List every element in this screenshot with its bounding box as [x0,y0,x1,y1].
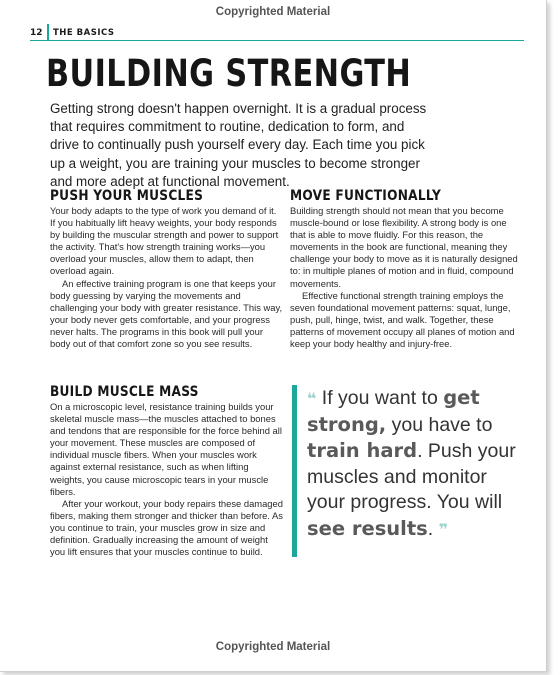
quote-text: muscles and monitor [307,465,487,488]
section-label: THE BASICS [53,28,115,38]
copyright-notice-bottom: Copyrighted Material [215,641,331,653]
header-rule [30,40,524,41]
page-number: 12 [30,28,43,38]
quote-line [307,438,519,465]
close-quote-icon: ❞ [438,519,449,539]
section-heading: PUSH YOUR MUSCLES [50,188,204,204]
quote-emphasis: strong, [307,412,387,436]
quote-text: . Push your [417,440,516,462]
quote-text: If you want to [316,387,444,409]
open-quote-icon: ❝ [307,389,317,408]
intro-paragraph: Getting strong doesn't happen overnight. It is a gradual process that requires commitment to routine, dedication to form, and drive to continually push yourself every day. Each time you pick up a weight, you are training your muscles to become stronger and more adept at functional movement. [50,101,427,189]
quote-emphasis: see results [307,516,428,540]
quote-line [307,385,519,412]
section-heading: BUILD MUSCLE MASS [50,384,199,400]
copyright-notice-top: Copyrighted Material [215,6,331,18]
body-paragraph: On a microscopic level, resistance training builds your skeletal muscle mass—the muscles attached to bones and tendons that are responsible for the force behind all your movement. These muscles are composed of individual muscle fibers. When your muscles work against external resistance, such as when lifting weights, you cause microscopic tears in your muscle fibers. [50,401,282,497]
body-paragraph: After your workout, your body repairs these damaged fibers, making them stronger and thicker than before. As you continue to train, your muscles grow in size and definition. Gradually increasing the amount of weight you lift ensures that your muscles continue to build. [50,497,283,558]
section-move-functionally [290,188,523,350]
body-paragraph: Your body adapts to the type of work you demand of it. If you habitually lift heavy weights, your body responds by building the muscular strength and power to support the activity. That's how strength training works—you overload your muscles, allow them to adapt, then overload again. [50,205,279,277]
quote-line [307,412,519,439]
body-paragraph: Effective functional strength training employs the seven foundational movement patterns: squat, lunge, push, pull, hinge, twist, and walk. Together, these patterns of movement occupy all planes of motion and keep your body healthy and injury-free. [290,289,515,350]
quote-line [307,465,519,491]
page-title: BUILDING STRENGTH [46,52,412,95]
quote-text: you have to [386,413,493,436]
quote-line [307,490,519,516]
pull-quote [292,385,519,557]
quote-line [307,516,519,543]
quote-text: . [427,517,439,540]
quote-text: your progress. You will [307,491,503,513]
section-push-your-muscles [50,188,283,350]
section-build-muscle-mass [50,384,283,558]
body-paragraph: An effective training program is one that keeps your body guessing by varying the movements and challenging your body with greater resistance. This way, your body never gets comfortable, and your progress never halts. The programs in this book will pull your body out of that comfort zone so you see results. [50,277,283,350]
section-heading: MOVE FUNCTIONALLY [290,188,442,204]
running-header [30,22,524,42]
quote-emphasis: train hard [307,439,418,462]
body-paragraph: Building strength should not mean that you become muscle-bound or lose flexibility. A strong body is one that is able to move fluidly. For this reason, the movements in the book are functional, meaning they challenge your body to move as it is naturally designed to: in multiple planes of motion and in fluid, compound movements. [290,205,518,289]
header-divider [47,24,49,40]
quote-emphasis: get [443,386,480,409]
